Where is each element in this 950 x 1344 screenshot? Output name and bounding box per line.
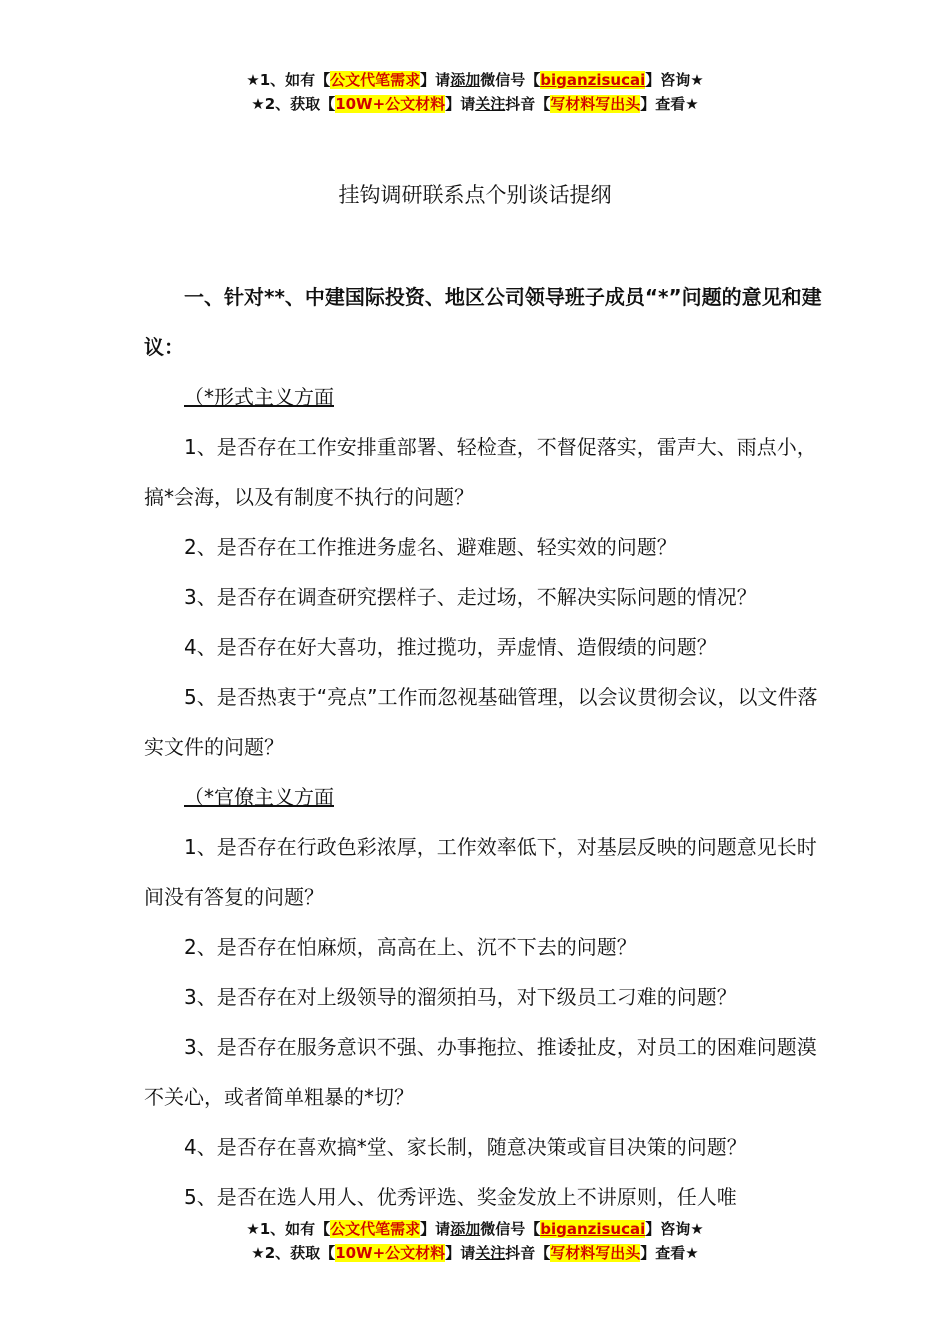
promo-text: 抖音【 — [505, 95, 551, 113]
promo-text: 】咨询★ — [645, 1220, 704, 1238]
promo-emphasis: 添加 — [450, 1220, 481, 1238]
promo-text: 】查看★ — [640, 95, 699, 113]
promo-text: ★1、如有【 — [246, 1220, 331, 1238]
promo-line-2 — [0, 92, 950, 116]
question-item: 5、是否热衷于“亮点”工作而忽视基础管理，以会议贯彻会议，以文件落实文件的问题？ — [144, 685, 818, 759]
promo-line-1 — [0, 1217, 950, 1241]
wechat-id: biganzisucai — [540, 1220, 646, 1238]
question-item: 2、是否存在怕麻烦，高高在上、沉不下去的问题？ — [184, 935, 637, 959]
promo-text: 抖音【 — [505, 1244, 551, 1262]
subsection-title — [144, 372, 834, 422]
wechat-id: biganzisucai — [540, 71, 646, 89]
promo-text: ★2、获取【 — [251, 1244, 336, 1262]
douyin-account: 写材料写出头 — [550, 1244, 641, 1262]
question-item: 1、是否存在行政色彩浓厚，工作效率低下，对基层反映的问题意见长时间没有答复的问题？ — [144, 835, 817, 909]
promo-text: ★1、如有【 — [246, 71, 331, 89]
question-item: 4、是否存在好大喜功，推过揽功，弄虚情、造假绩的问题？ — [184, 635, 717, 659]
promo-text: 】请 — [420, 71, 451, 89]
douyin-account: 写材料写出头 — [550, 95, 641, 113]
promo-emphasis: 添加 — [450, 71, 481, 89]
promo-text: 微信号【 — [480, 71, 541, 89]
question-item: 3、是否存在对上级领导的溜须拍马，对下级员工刁难的问题？ — [184, 985, 737, 1009]
subsection-title-text: （*形式主义方面 — [184, 385, 334, 409]
question-item: 3、是否存在调查研究摆样子、走过场，不解决实际问题的情况？ — [184, 585, 757, 609]
promo-text: 】查看★ — [640, 1244, 699, 1262]
promo-highlight: 10W+公文材料 — [335, 1244, 446, 1262]
question-item: 3、是否存在服务意识不强、办事拖拉、推诿扯皮，对员工的困难问题漠不关心，或者简单粗暴的*切？ — [144, 1035, 817, 1109]
subsection-title — [144, 772, 834, 822]
promo-text: 微信号【 — [480, 1220, 541, 1238]
promo-text: 】咨询★ — [645, 71, 704, 89]
promo-line-1 — [0, 68, 950, 92]
question-item: 2、是否存在工作推进务虚名、避难题、轻实效的问题？ — [184, 535, 677, 559]
promo-text: 】请 — [420, 1220, 451, 1238]
promo-highlight: 公文代笔需求 — [330, 71, 421, 89]
document-body — [144, 272, 834, 1222]
document-title: 挂钩调研联系点个别谈话提纲 — [338, 183, 612, 207]
footer-promo-banner — [0, 1217, 950, 1265]
promo-text: 】请 — [445, 95, 476, 113]
question-item: 1、是否存在工作安排重部署、轻检查，不督促落实，雷声大、雨点小，搞*会海，以及有制度不执行的问题？ — [144, 435, 817, 509]
question-item: 5、是否在选人用人、优秀评选、奖金发放上不讲原则，任人唯 — [184, 1185, 737, 1209]
promo-line-2 — [0, 1241, 950, 1265]
promo-text: ★2、获取【 — [251, 95, 336, 113]
promo-highlight: 公文代笔需求 — [330, 1220, 421, 1238]
header-promo-banner — [0, 68, 950, 116]
promo-emphasis: 关注 — [475, 1244, 506, 1262]
promo-text: 】请 — [445, 1244, 476, 1262]
subsection-title-text: （*官僚主义方面 — [184, 785, 334, 809]
promo-highlight: 10W+公文材料 — [335, 95, 446, 113]
promo-emphasis: 关注 — [475, 95, 506, 113]
section-heading: 一、针对**、中建国际投资、地区公司领导班子成员“*”问题的意见和建议： — [144, 285, 822, 359]
question-item: 4、是否存在喜欢搞*堂、家长制，随意决策或盲目决策的问题？ — [184, 1135, 747, 1159]
